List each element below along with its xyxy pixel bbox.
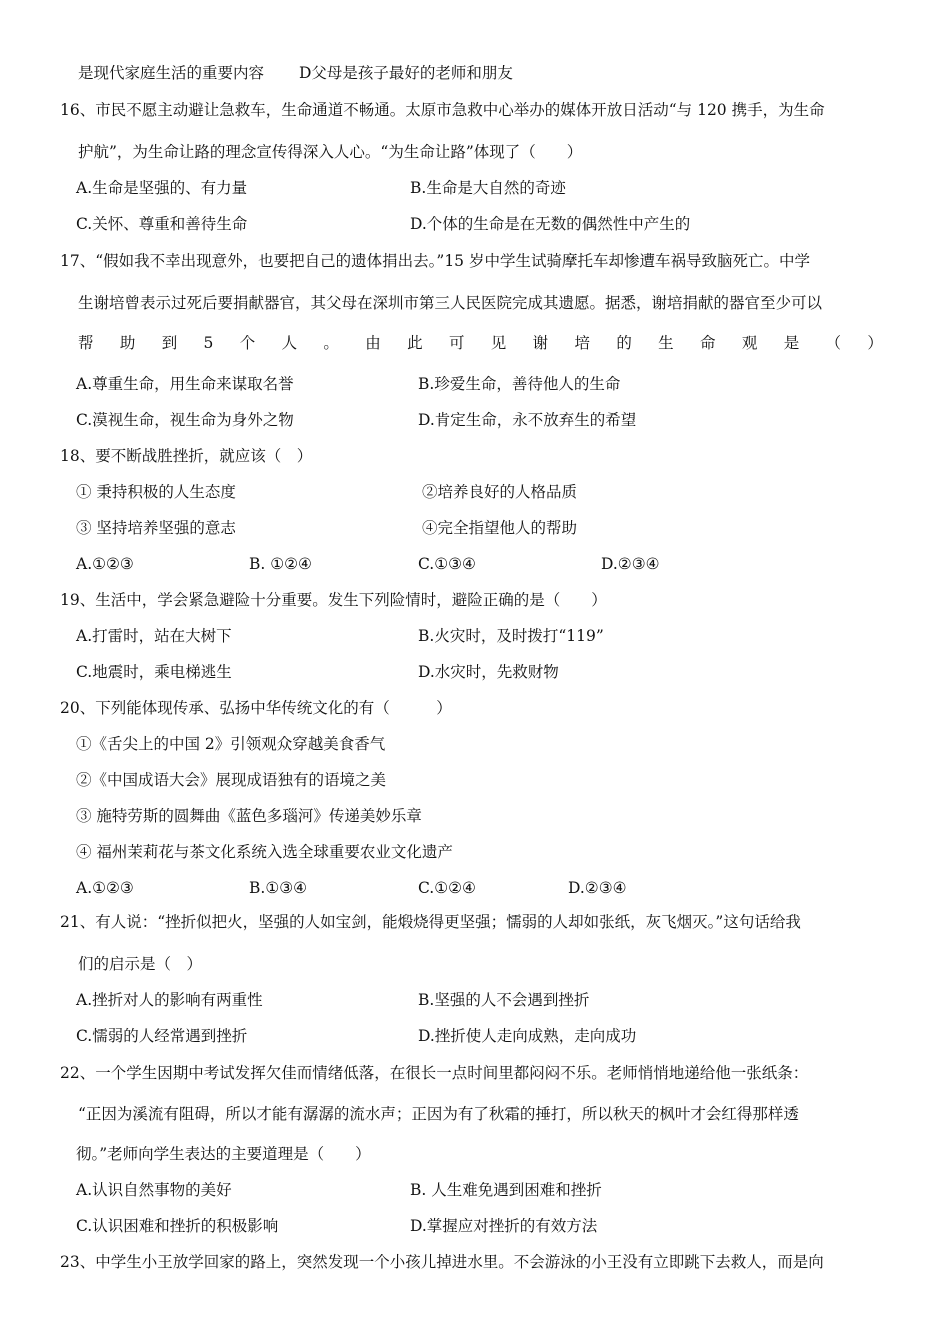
q19-option-d: D.水灾时，先救财物	[418, 663, 559, 681]
q17-char: 此	[407, 334, 423, 352]
q18-option-a: A.①②③	[76, 555, 134, 573]
q21-option-b: B.坚强的人不会遇到挫折	[418, 991, 590, 1009]
q18-option-d: D.②③④	[601, 555, 660, 573]
q15-option-c-continuation: 是现代家庭生活的重要内容	[78, 64, 265, 82]
question-22-stem-cont: “正因为溪流有阻碍，所以才能有潺潺的流水声；正因为有了秋霜的捶打，所以秋天的枫叶才会红得那样透	[78, 1105, 799, 1123]
q20-item-3: ③ 施特劳斯的圆舞曲《蓝色多瑙河》传递美妙乐章	[76, 807, 422, 825]
q21-option-a: A.挫折对人的影响有两重性	[76, 991, 263, 1009]
question-21-stem-cont: 们的启示是（ ）	[78, 955, 203, 973]
q17-char: 人	[281, 334, 298, 352]
question-19-stem: 19、生活中，学会紧急避险十分重要。发生下列险情时，避险正确的是（ ）	[60, 591, 607, 609]
q17-char: （	[825, 334, 842, 352]
q16-option-b: B.生命是大自然的奇迹	[410, 179, 566, 197]
q17-option-c: C.漠视生命，视生命为身外之物	[76, 411, 294, 429]
q22-option-a: A.认识自然事物的美好	[76, 1181, 232, 1199]
q20-item-4: ④ 福州茉莉花与茶文化系统入选全球重要农业文化遗产	[76, 843, 453, 861]
question-23-stem: 23、中学生小王放学回家的路上，突然发现一个小孩儿掉进水里。不会游泳的小王没有立即跳下去救人，而是向	[60, 1253, 824, 1271]
q17-char: 到	[161, 334, 178, 352]
q22-option-c: C.认识困难和挫折的积极影响	[76, 1217, 279, 1235]
q18-option-b: B. ①②④	[249, 555, 312, 573]
question-20-stem: 20、下列能体现传承、弘扬中华传统文化的有（ ）	[60, 699, 452, 717]
q15-option-d: D父母是孩子最好的老师和朋友	[299, 64, 513, 82]
q17-char: 由	[365, 334, 381, 352]
q22-option-d: D.掌握应对挫折的有效方法	[410, 1217, 598, 1235]
q22-option-b: B. 人生难免遇到困难和挫折	[410, 1181, 602, 1199]
q21-option-d: D.挫折使人走向成熟，走向成功	[418, 1027, 637, 1045]
q17-char: 个	[239, 334, 256, 352]
q18-item-4: ④完全指望他人的帮助	[422, 519, 578, 537]
q20-item-1: ①《舌尖上的中国 2》引领观众穿越美食香气	[76, 735, 386, 753]
q17-char: 生	[658, 334, 674, 352]
q16-option-d: D.个体的生命是在无数的偶然性中产生的	[410, 215, 691, 233]
q17-char: 命	[700, 334, 716, 352]
q17-option-a: A.尊重生命，用生命来谋取名誉	[76, 375, 294, 393]
question-22-stem: 22、一个学生因期中考试发挥欠佳而情绪低落，在很长一点时间里都闷闷不乐。老师悄悄地递给他一张纸条：	[60, 1064, 809, 1082]
q18-option-c: C.①③④	[418, 555, 476, 573]
q17-char: 是	[783, 334, 800, 352]
question-17-stem-cont: 生谢培曾表示过死后要捐献器官，其父母在深圳市第三人民医院完成其遗愿。据悉，谢培捐献的器官至少可以	[78, 294, 823, 312]
q17-char: 可	[448, 334, 465, 352]
q20-option-a: A.①②③	[76, 879, 134, 897]
q17-char: 5	[203, 334, 214, 352]
q17-char: 见	[490, 334, 507, 352]
q17-char: 谢	[532, 334, 549, 352]
q21-option-c: C.懦弱的人经常遇到挫折	[76, 1027, 248, 1045]
q18-item-2: ②培养良好的人格品质	[422, 483, 578, 501]
q18-item-1: ① 秉持积极的人生态度	[76, 483, 236, 501]
question-18-stem: 18、要不断战胜挫折，就应该（ ）	[60, 447, 313, 465]
question-16-stem-cont: 护航”，为生命让路的理念宣传得深入人心。“为生命让路”体现了（ ）	[78, 143, 583, 161]
question-21-stem: 21、有人说：“挫折似把火，坚强的人如宝剑，能煅烧得更坚强；懦弱的人却如张纸，灰飞烟灭。”这句话给我	[60, 913, 801, 931]
q20-option-d: D.②③④	[568, 879, 627, 897]
q17-char: 帮	[78, 334, 94, 352]
q17-char: 的	[616, 334, 632, 352]
q17-char: 。	[323, 334, 339, 352]
q17-option-d: D.肯定生命，永不放弃生的希望	[418, 411, 637, 429]
q19-option-b: B.火灾时，及时拨打“119”	[418, 627, 604, 645]
question-16-stem: 16、市民不愿主动避让急救车，生命通道不畅通。太原市急救中心举办的媒体开放日活动“与 120 携手，为生命	[60, 101, 825, 119]
q17-char: ）	[867, 334, 883, 352]
q17-option-b: B.珍爱生命，善待他人的生命	[418, 375, 621, 393]
q16-option-a: A.生命是坚强的、有力量	[76, 179, 248, 197]
q16-option-c: C.关怀、尊重和善待生命	[76, 215, 248, 233]
q19-option-c: C.地震时，乘电梯逃生	[76, 663, 232, 681]
q20-option-b: B.①③④	[249, 879, 308, 897]
q18-item-3: ③ 坚持培养坚强的意志	[76, 519, 236, 537]
question-17-stem: 17、“假如我不幸出现意外，也要把自己的遗体捐出去。”15 岁中学生试骑摩托车却惨遭车祸导致脑死亡。中学	[60, 252, 810, 270]
q17-char: 观	[741, 334, 758, 352]
q17-char: 培	[574, 334, 590, 352]
q20-option-c: C.①②④	[418, 879, 476, 897]
q19-option-a: A.打雷时，站在大树下	[76, 627, 232, 645]
question-17-stem-justified	[78, 333, 883, 353]
question-22-stem-cont-2: 彻。”老师向学生表达的主要道理是（ ）	[76, 1145, 371, 1163]
q20-item-2: ②《中国成语大会》展现成语独有的语境之美	[76, 771, 387, 789]
q17-char: 助	[119, 334, 136, 352]
